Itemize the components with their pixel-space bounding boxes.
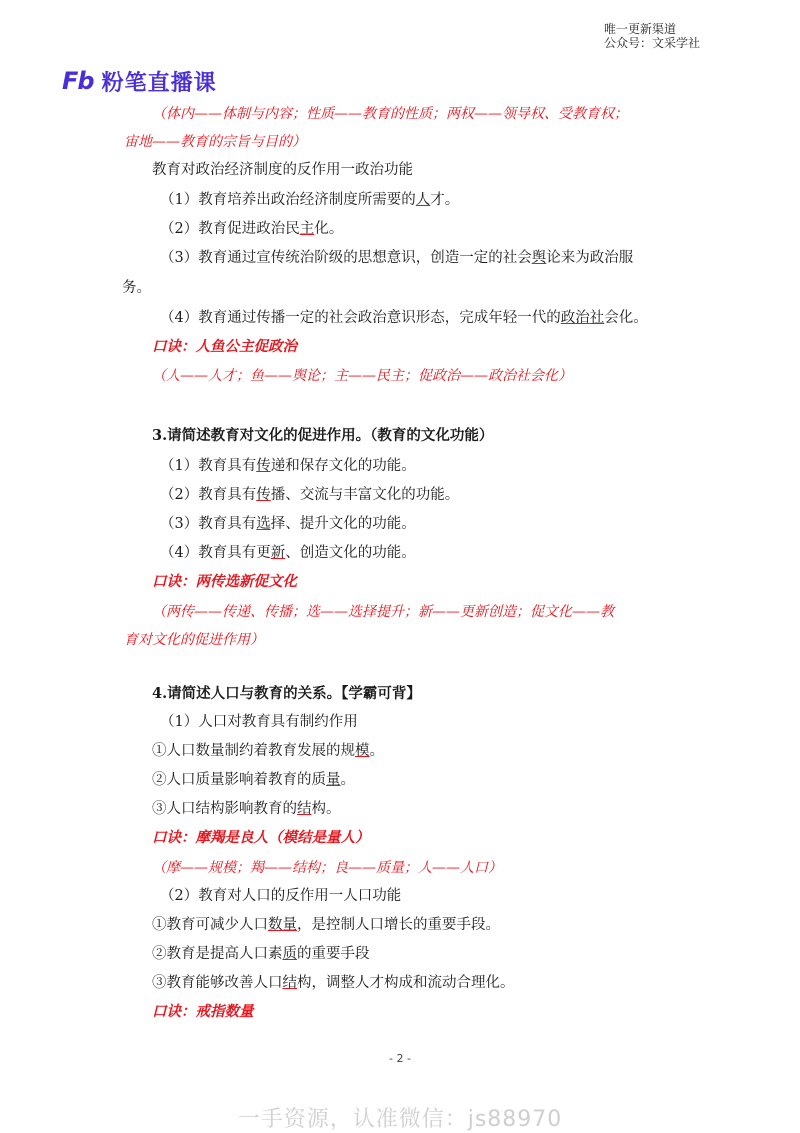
mnemonic: 口诀：戒指数量 [152,1003,254,1020]
key-char: 人 [415,192,431,208]
key-char: 政治 [560,310,590,326]
list-item-continuation: 务。 [122,280,151,296]
page-number: - 2 - [389,1052,411,1065]
mnemonic: 口诀：两传选新促文化 [152,573,297,590]
question-heading: 4.请简述人口与教育的关系。【学霸可背】 [152,685,421,702]
key-char: 选 [256,516,271,532]
top-watermark-line1: 唯一更新渠道 [603,22,676,36]
list-item [0,219,800,239]
list-item [0,944,800,964]
section-heading: 教育对政治经济制度的反作用一政治功能 [152,162,413,178]
list-item [0,308,800,328]
text: （4）教育通过传播一定的社会政治意识形态，完成年轻一代的 [160,310,561,326]
text: （3）教育具有 [160,516,257,532]
note-line: （体内——体制与内容；性质——教育的性质；两权——领导权、受教育权； [152,106,628,122]
text: 择、提升文化的功能。 [270,516,416,532]
text: （1）教育具有 [160,458,257,474]
brand-header [62,66,217,96]
text: ②教育是提高人口素 [152,946,283,962]
key-char: 社 [589,310,605,326]
question-heading: 3.请简述教育对文化的促进作用。（教育的文化功能） [152,427,494,444]
key-char: 数量 [268,917,297,933]
text: 化。 [314,221,344,237]
top-watermark-line2: 公众号：文采学社 [603,36,700,50]
list-item [0,190,800,210]
text: （2）教育具有 [160,487,257,503]
text: 论来为政治服 [546,250,634,266]
text: ③教育能够改善人口 [152,975,283,991]
mnemonic-note: 育对文化的促进作用） [124,632,264,648]
mnemonic-note: （两传——传递、传播；选——选择提升；新——更新创造；促文化——教 [152,604,614,620]
text: ，是控制人口增长的重要手段。 [297,917,500,933]
mnemonic-note: （人——人才；鱼——舆论；主——民主；促政治——政治社会化） [152,368,572,384]
key-char: 模 [355,743,370,759]
list-item [0,741,800,761]
text: ②人口质量影响着教育的质 [152,772,326,788]
text: 、创造文化的功能。 [285,545,416,561]
note-line: 宙地——教育的宗旨与目的） [124,134,306,150]
list-item [0,543,800,563]
list-item [0,973,800,993]
list-item [0,770,800,790]
key-char: 传 [256,487,271,503]
key-char: 新 [270,545,286,561]
key-char: 结 [282,975,297,991]
text: （1）教育培养出政治经济制度所需要的 [160,192,416,208]
sub-heading: （1）人口对教育具有制约作用 [160,714,358,730]
text: （3）教育通过宣传统治阶级的思想意识，创造一定的社会 [160,250,532,266]
key-char: 量 [326,772,341,788]
text: （2）教育促进政治民 [160,221,300,237]
brand-logo: Fb [62,67,94,95]
list-item [0,248,800,268]
list-item [0,915,800,935]
text: （4）教育具有更 [160,545,271,561]
mnemonic: 口诀：摩羯是良人（模结是量人） [152,829,370,846]
sub-heading: （2）教育对人口的反作用一人口功能 [160,888,402,904]
text: 构。 [311,801,341,817]
key-char: 结 [297,801,312,817]
text: ①教育可减少人口 [152,917,268,933]
top-watermark [604,22,700,50]
text: ①人口数量制约着教育发展的规 [152,743,355,759]
text: 才。 [430,192,460,208]
key-char: 主 [299,221,315,237]
key-char: 质 [282,946,297,962]
text: 的重要手段 [297,946,370,962]
text: 构，调整人才构成和流动合理化。 [297,975,515,991]
text: 会化。 [604,310,648,326]
mnemonic-note: （摩——规模；羯——结构；良——质量；人——人口） [152,860,502,876]
text: 播、交流与丰富文化的功能。 [270,487,460,503]
key-char: 舆 [531,250,547,266]
list-item [0,456,800,476]
footer-watermark: 一手资源，认准微信：js88970 [237,1107,563,1132]
text: 。 [369,743,384,759]
list-item [0,514,800,534]
text: 递和保存文化的功能。 [270,458,416,474]
text: ③人口结构影响教育的 [152,801,297,817]
list-item [0,799,800,819]
key-char: 传 [256,458,271,474]
mnemonic: 口诀：人鱼公主促政治 [152,338,297,355]
brand-title: 粉笔直播课 [101,70,217,96]
text: 。 [340,772,355,788]
list-item [0,485,800,505]
